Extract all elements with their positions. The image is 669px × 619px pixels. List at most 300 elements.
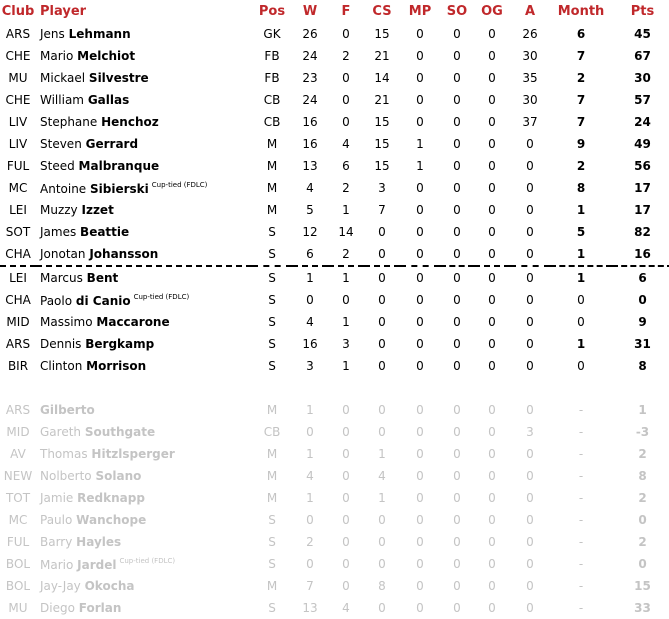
cell-month: - [578,513,584,527]
cell-month: 1 [576,247,586,261]
cell-pos: FB [264,49,280,63]
cell-f: 0 [342,293,350,307]
cell-so: 0 [453,115,461,129]
cell-og: 0 [488,293,496,307]
cell-pos: S [268,557,276,571]
cell-pts: 33 [634,601,651,615]
first-name: Dennis [40,337,82,351]
cell-f: 0 [342,71,350,85]
cell-cs: 21 [374,93,390,107]
cell-pts: 2 [638,491,647,505]
cell-month: 0 [577,359,585,373]
cell-so: 0 [453,71,461,85]
cell-og: 0 [488,557,496,571]
cell-so: 0 [453,293,461,307]
cup-tied-note: Cup-tied (FDLC) [151,180,208,189]
cell-a: 0 [526,403,534,417]
cell-a: 0 [526,225,534,239]
cell-pos: FB [264,71,280,85]
first-name: Paulo [40,513,73,527]
cell-player [36,221,252,243]
cell-og: 0 [488,579,496,593]
header-player: Player [40,4,87,19]
cell-player [36,89,252,111]
header-og: OG [481,4,503,19]
cell-w: 13 [302,159,318,173]
cell-a: 3 [526,425,534,439]
cell-pts: 56 [634,159,651,173]
cell-w: 13 [302,601,318,615]
surname: Bent [86,271,119,285]
table-row [0,553,669,575]
cell-mp: 0 [416,579,424,593]
first-name: Diego [40,601,75,615]
cell-a: 0 [526,315,534,329]
cell-mp: 0 [416,491,424,505]
cell-pos: S [268,293,276,307]
cell-og: 0 [488,71,496,85]
cell-mp: 0 [416,181,424,195]
cell-f: 1 [328,266,364,289]
cell-club: MU [8,71,28,85]
cell-a: 0 [526,447,534,461]
cell-player [36,243,252,266]
cell-so: 0 [453,359,461,373]
cell-f: 4 [342,137,350,151]
table-row [0,531,669,553]
cell-pos: S [252,266,292,289]
cell-club: CHE [5,49,31,63]
cell-club: NEW [3,469,33,483]
cell-cs: 0 [378,359,386,373]
cell-f: 6 [342,159,350,173]
cell-so: 0 [453,159,461,173]
cell-month: - [578,469,584,483]
cell-month: 1 [550,266,612,289]
cell-club: LEI [9,203,27,217]
header-mp: MP [408,4,432,19]
cell-mp: 0 [416,27,424,41]
header-f: F [341,4,351,19]
cell-player [36,23,252,45]
cell-month: 7 [576,115,586,129]
cell-a: 35 [522,71,538,85]
cell-so: 0 [453,403,461,417]
cell-pts: 15 [634,579,651,593]
surname: Beattie [80,225,130,239]
cell-pts: 30 [634,71,651,85]
cell-so: 0 [453,425,461,439]
cell-pos: S [268,535,276,549]
first-name: Marcus [40,271,83,285]
first-name: Gareth [40,425,82,439]
cell-f: 3 [342,337,350,351]
cell-club: ARS [5,403,31,417]
cell-f: 0 [342,403,350,417]
cell-so: 0 [453,337,461,351]
first-name: Antoine [40,181,87,196]
cell-club: MC [8,513,28,527]
cell-mp: 0 [400,266,440,289]
cell-w: 1 [306,403,314,417]
cell-f: 2 [342,181,350,195]
cell-club: CHA [5,247,31,261]
cell-club: BOL [5,557,31,571]
header-cs: CS [372,4,392,19]
cell-pts: 8 [638,359,647,373]
surname: Hitzlsperger [91,447,175,461]
cell-f: 0 [342,513,350,527]
cell-so: 0 [440,266,474,289]
cell-pts: 2 [638,535,647,549]
cell-mp: 0 [416,469,424,483]
table-row [0,399,669,421]
gap-cell [0,377,669,399]
cell-pos: CB [263,115,281,129]
cell-player [36,333,252,355]
cell-w: 2 [306,535,314,549]
cell-a: 0 [526,469,534,483]
cell-pts: 57 [634,93,651,107]
cell-cs: 7 [378,203,386,217]
cell-a: 0 [526,359,534,373]
cell-og: 0 [488,359,496,373]
cell-f: 0 [342,27,350,41]
cell-w: 16 [302,115,318,129]
cell-player [36,111,252,133]
cell-cs: 1 [378,447,386,461]
first-name: Stephane [40,115,98,129]
cell-a: 0 [526,293,534,307]
surname: Gallas [87,93,130,107]
cell-og: 0 [488,137,496,151]
cell-month: 8 [576,181,586,195]
cell-w: 16 [302,337,318,351]
cell-a: 0 [526,247,534,261]
cell-w: 0 [306,557,314,571]
cell-club: ARS [5,337,31,351]
cell-club: FUL [6,535,30,549]
first-name: Nolberto [40,469,92,483]
section-gap [0,377,669,399]
cell-club: CHA [5,293,31,307]
surname: Solano [95,469,142,483]
cell-mp: 0 [416,447,424,461]
cell-w: 4 [306,315,314,329]
cell-pts: 24 [634,115,651,129]
cell-w: 1 [292,266,328,289]
cell-player [36,199,252,221]
cell-a: 0 [526,579,534,593]
cell-club: SOT [5,225,31,239]
cell-w: 5 [306,203,314,217]
surname: Henchoz [101,115,159,129]
first-name: Barry [40,535,73,549]
cell-cs: 1 [378,491,386,505]
cell-og: 0 [488,601,496,615]
cell-month: 5 [576,225,586,239]
cup-tied-note: Cup-tied (FDLC) [133,292,190,301]
table-row [0,355,669,377]
cell-cs: 14 [374,71,390,85]
cell-pts: -3 [635,425,650,439]
cell-club: BIR [7,359,29,373]
cell-club: CHE [5,93,31,107]
table-row [0,289,669,311]
cell-a: 0 [526,203,534,217]
cell-mp: 1 [416,137,424,151]
cell-w: 1 [306,491,314,505]
cell-og: 0 [474,266,510,289]
cell-player [36,133,252,155]
cell-player [36,67,252,89]
cell-so: 0 [453,203,461,217]
cell-pos: M [266,137,278,151]
cell-club: LEI [0,266,36,289]
surname: Melchiot [77,49,136,63]
table-row [0,243,669,266]
cell-so: 0 [453,49,461,63]
cell-mp: 0 [416,425,424,439]
cell-og: 0 [488,315,496,329]
table-row [0,89,669,111]
cell-w: 4 [306,181,314,195]
table-row [0,221,669,243]
first-name: Jamie [40,491,74,505]
cell-a: 0 [526,513,534,527]
cell-pos: M [266,469,278,483]
table-row [0,155,669,177]
cell-pos: M [266,447,278,461]
cell-pts: 31 [634,337,651,351]
cell-club: BOL [5,579,31,593]
cell-pts: 0 [638,557,647,571]
cell-og: 0 [488,203,496,217]
cell-mp: 0 [416,203,424,217]
surname: Silvestre [88,71,149,85]
cell-pts: 17 [634,181,651,195]
cell-pts: 16 [634,247,651,261]
cell-pos: S [268,359,276,373]
cell-player [36,553,252,575]
cell-player [36,177,252,199]
cell-pts: 82 [634,225,651,239]
cell-w: 6 [306,247,314,261]
cell-a: 26 [522,27,538,41]
cell-f: 0 [342,535,350,549]
cell-month: - [578,447,584,461]
cell-club: LIV [8,137,28,151]
cell-mp: 0 [416,315,424,329]
table-row [0,199,669,221]
cell-w: 3 [306,359,314,373]
cell-og: 0 [488,27,496,41]
cell-mp: 0 [416,49,424,63]
cell-player [36,399,252,421]
table-row [0,443,669,465]
cell-club: MID [6,425,30,439]
cell-player [36,266,252,289]
cell-a: 0 [526,535,534,549]
cell-club: AV [10,447,26,461]
cell-og: 0 [488,469,496,483]
cell-og: 0 [488,403,496,417]
cell-pts: 6 [612,266,669,289]
cell-a: 0 [526,557,534,571]
table-row [0,45,669,67]
cell-pos: S [268,225,276,239]
header-row [0,0,669,23]
cell-so: 0 [453,579,461,593]
cell-mp: 0 [416,513,424,527]
cell-club: MC [8,181,28,195]
cell-mp: 0 [416,557,424,571]
cell-cs: 15 [374,115,390,129]
cell-cs: 4 [378,469,386,483]
cell-pos: CB [263,425,281,439]
cell-month: 1 [576,203,586,217]
cell-club: MU [8,601,28,615]
cell-f: 1 [342,315,350,329]
table-body [0,23,669,619]
surname: Malbranque [78,159,160,173]
cell-so: 0 [453,535,461,549]
cell-month: 2 [576,71,586,85]
cell-pts: 0 [638,293,647,307]
surname: Okocha [84,579,135,593]
cell-cs: 0 [364,266,400,289]
surname: Lehmann [68,27,131,41]
cell-pos: M [266,159,278,173]
first-name: Mickael [40,71,86,85]
table-row [0,333,669,355]
cell-cs: 15 [374,159,390,173]
cell-w: 4 [306,469,314,483]
cell-a: 30 [522,49,538,63]
cell-month: - [578,535,584,549]
cell-club: LIV [8,115,28,129]
cell-club: FUL [6,159,30,173]
surname: Gilberto [40,403,95,417]
first-name: Massimo [40,315,93,329]
cell-month: 6 [576,27,586,41]
table-row [0,111,669,133]
cell-pts: 8 [638,469,647,483]
cell-og: 0 [488,49,496,63]
cell-mp: 0 [416,293,424,307]
first-name: Paolo [40,293,73,308]
cell-so: 0 [453,315,461,329]
surname: Wanchope [76,513,147,527]
cell-cs: 15 [374,27,390,41]
cell-pos: M [266,203,278,217]
cell-cs: 0 [378,513,386,527]
cell-w: 7 [306,579,314,593]
first-name: Thomas [40,447,88,461]
cell-so: 0 [453,557,461,571]
header-a: A [524,4,536,19]
cell-mp: 0 [416,71,424,85]
table-row [0,575,669,597]
header-club: Club [1,4,35,19]
table-row [0,465,669,487]
cell-a: 0 [510,266,550,289]
cell-player [36,531,252,553]
cell-pos: CB [263,93,281,107]
table-row [0,67,669,89]
cell-w: 0 [306,293,314,307]
cell-pts: 45 [634,27,651,41]
cell-f: 0 [342,579,350,593]
cell-player [36,465,252,487]
table-row [0,311,669,333]
table-row [0,509,669,531]
cell-a: 0 [526,491,534,505]
cell-cs: 0 [378,337,386,351]
cell-w: 24 [302,93,318,107]
table-row [0,23,669,45]
cell-f: 0 [342,469,350,483]
first-name: Steed [40,159,75,173]
cell-club: TOT [5,491,31,505]
cell-cs: 0 [378,557,386,571]
cell-f: 0 [342,447,350,461]
cell-mp: 0 [416,225,424,239]
cell-pts: 49 [634,137,651,151]
cell-og: 0 [488,337,496,351]
cell-club: MID [6,315,30,329]
cell-f: 1 [342,203,350,217]
cell-pos: M [266,579,278,593]
cell-pts: 17 [634,203,651,217]
cell-a: 37 [522,115,538,129]
cell-og: 0 [488,115,496,129]
cell-month: 2 [576,159,586,173]
first-name: William [40,93,84,107]
cell-w: 1 [306,447,314,461]
surname: di Canio [75,293,131,308]
header-so: SO [446,4,468,19]
cell-so: 0 [453,137,461,151]
cell-mp: 0 [416,93,424,107]
cell-f: 2 [342,247,350,261]
cell-cs: 8 [378,579,386,593]
cell-pts: 2 [638,447,647,461]
cell-player [36,289,252,311]
cell-f: 4 [342,601,350,615]
cell-player [36,575,252,597]
cell-pts: 9 [638,315,647,329]
cell-player [36,155,252,177]
cell-month: 0 [577,293,585,307]
surname: Jardel [77,557,117,572]
cell-w: 23 [302,71,318,85]
cell-so: 0 [453,491,461,505]
first-name: Mario [40,557,74,572]
cup-tied-note: Cup-tied (FDLC) [119,556,176,565]
cell-player [36,45,252,67]
first-name: Jens [40,27,65,41]
cell-mp: 1 [416,159,424,173]
cell-month: 1 [576,337,586,351]
surname: Johansson [89,247,159,261]
surname: Redknapp [77,491,145,505]
cell-so: 0 [453,247,461,261]
cell-mp: 0 [416,115,424,129]
cell-og: 0 [488,225,496,239]
surname: Southgate [84,425,156,439]
cell-w: 26 [302,27,318,41]
